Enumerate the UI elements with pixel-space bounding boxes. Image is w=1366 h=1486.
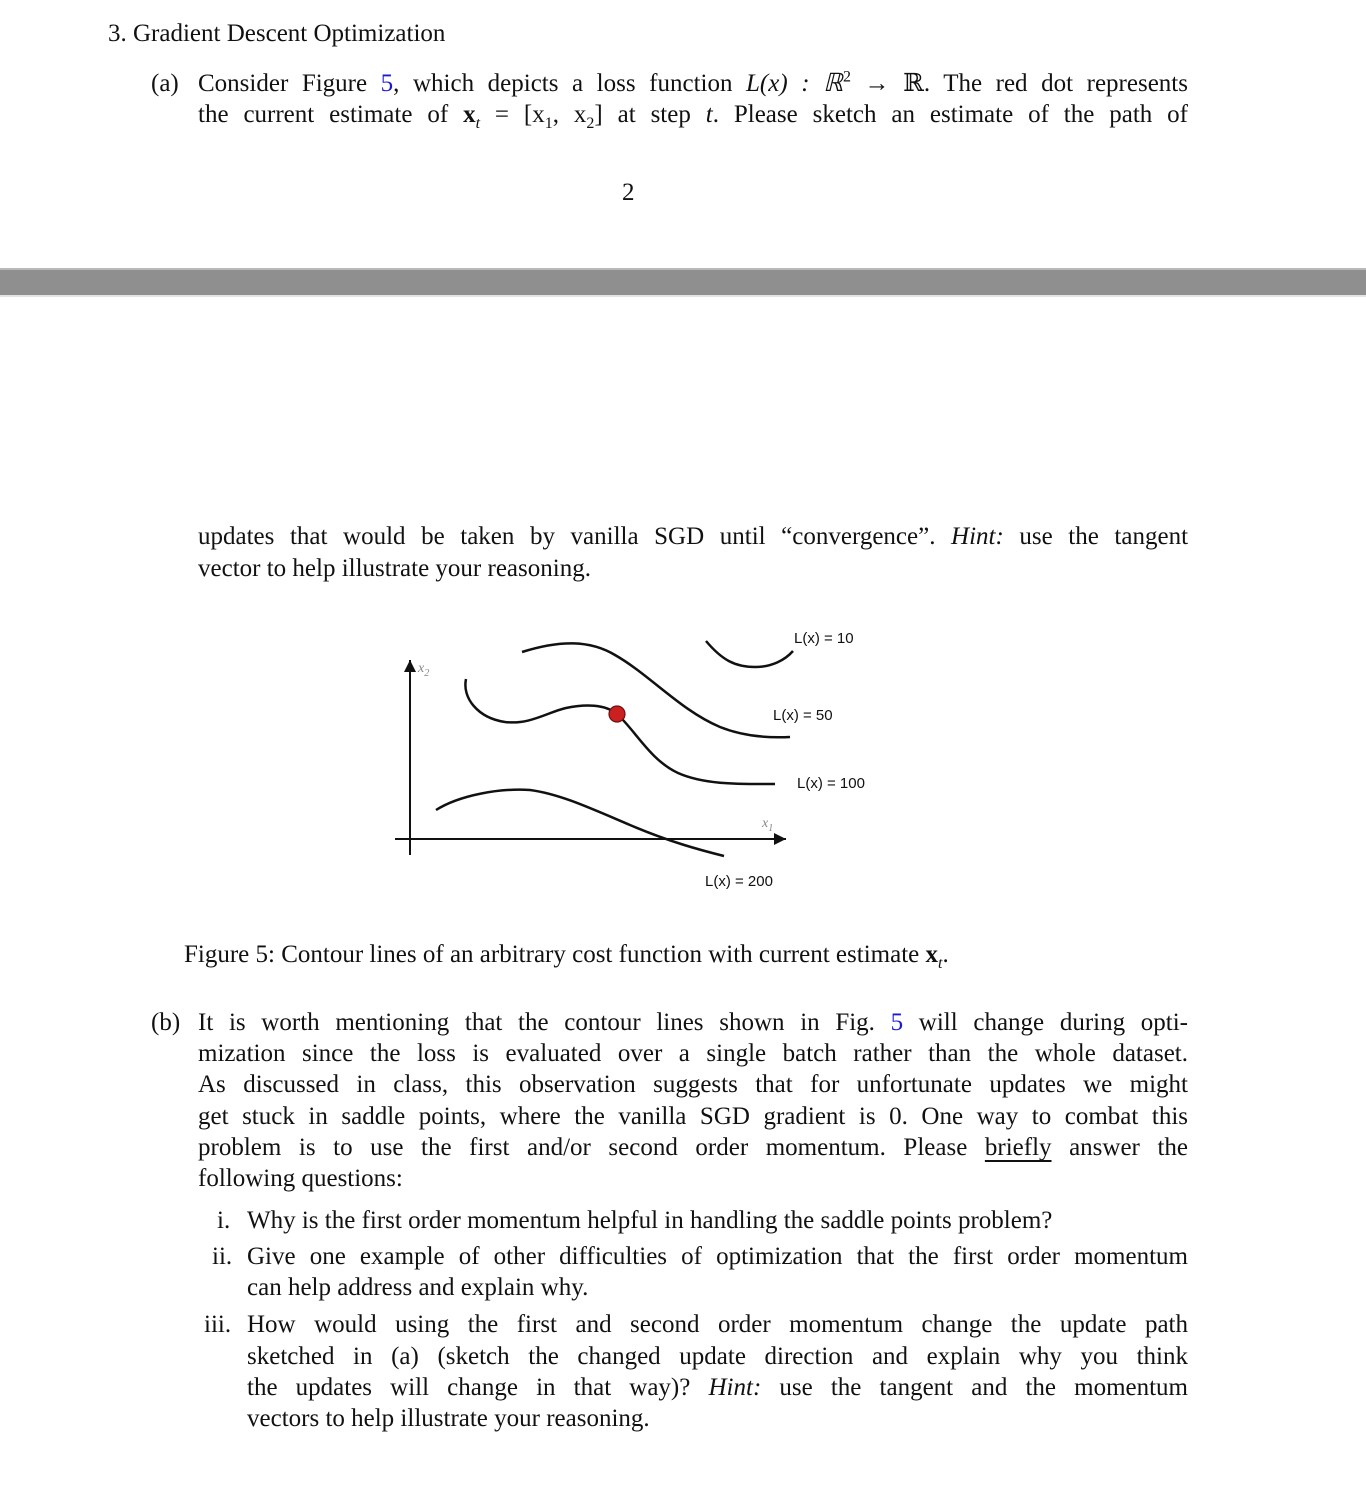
figure-ref-link-b[interactable]: 5 <box>890 1009 904 1036</box>
part-a-line-3: updates that would be taken by vanilla SGD until “convergence”. Hint: use the tangent <box>198 523 1189 550</box>
axis-label-x2: $x_2$ <box>418 661 430 679</box>
page-number: 2 <box>622 179 635 206</box>
figure-caption: Figure 5: Contour lines of an arbitrary cost function with current estimate $x_t$. <box>184 941 949 972</box>
part-a-label: (a) <box>151 70 179 97</box>
item-iii-line-4: vectors to help illustrate your reasoning. <box>247 1405 650 1432</box>
briefly-underlined: briefly <box>984 1134 1052 1161</box>
item-ii-line-2: can help address and explain why. <box>247 1274 589 1301</box>
contour-l100 <box>465 679 775 784</box>
section-title: Gradient Descent Optimization <box>133 20 446 47</box>
item-iii-line-3: the updates will change in that way)? Hint: use the tangent and the momentum <box>247 1374 1189 1401</box>
axis-label-x1: $x_1$ <box>762 816 774 834</box>
item-ii-line-1: Give one example of other difficulties of optimization that the first order momentum <box>247 1243 1188 1270</box>
figure-ref-link[interactable]: 5 <box>380 70 394 97</box>
part-a-line-2: the current estimate of $x_t = [x_1$, $x_2$] at step t. Please sketch an estimate of the path of <box>198 101 1189 132</box>
item-i-number: i. <box>217 1207 231 1234</box>
current-estimate-dot <box>609 706 625 722</box>
label-l100: L(x) = 100 <box>797 775 865 792</box>
part-b-line-3: As discussed in class, this observation suggests that for unfortunate updates we might <box>198 1071 1188 1098</box>
label-l200: L(x) = 200 <box>705 873 773 890</box>
contour-l50 <box>522 643 790 737</box>
part-b-line-4: get stuck in saddle points, where the vanilla SGD gradient is 0. One way to combat this <box>198 1103 1188 1130</box>
part-b-line-2: mization since the loss is evaluated over a single batch rather than the whole dataset. <box>198 1040 1188 1067</box>
label-l10: L(x) = 10 <box>794 630 854 647</box>
label-l50: L(x) = 50 <box>773 707 833 724</box>
part-b-line-1: It is worth mentioning that the contour lines shown in Fig. 5 will change during opti- <box>198 1009 1189 1036</box>
part-b-line-6: following questions: <box>198 1165 403 1192</box>
item-iii-line-1: How would using the first and second order momentum change the update path <box>247 1311 1188 1338</box>
section-number: 3. <box>108 20 127 47</box>
item-ii-number: ii. <box>212 1243 233 1270</box>
part-b-label: (b) <box>151 1009 181 1036</box>
part-a-line-4: vector to help illustrate your reasoning. <box>198 555 591 582</box>
item-iii-number: iii. <box>204 1311 232 1338</box>
part-b-line-5: problem is to use the first and/or second order momentum. Please briefly answer the <box>198 1134 1188 1161</box>
item-iii-line-2: sketched in (a) (sketch the changed update direction and explain why you think <box>247 1343 1188 1370</box>
contour-l200 <box>436 790 724 856</box>
item-i-line-1: Why is the first order momentum helpful in handling the saddle points problem? <box>247 1207 1053 1234</box>
part-a-line-1: Consider Figure 5, which depicts a loss function L(x) : ℝ$^2$ → ℝ. The red dot represents <box>198 68 1188 97</box>
contour-l10 <box>706 641 793 667</box>
